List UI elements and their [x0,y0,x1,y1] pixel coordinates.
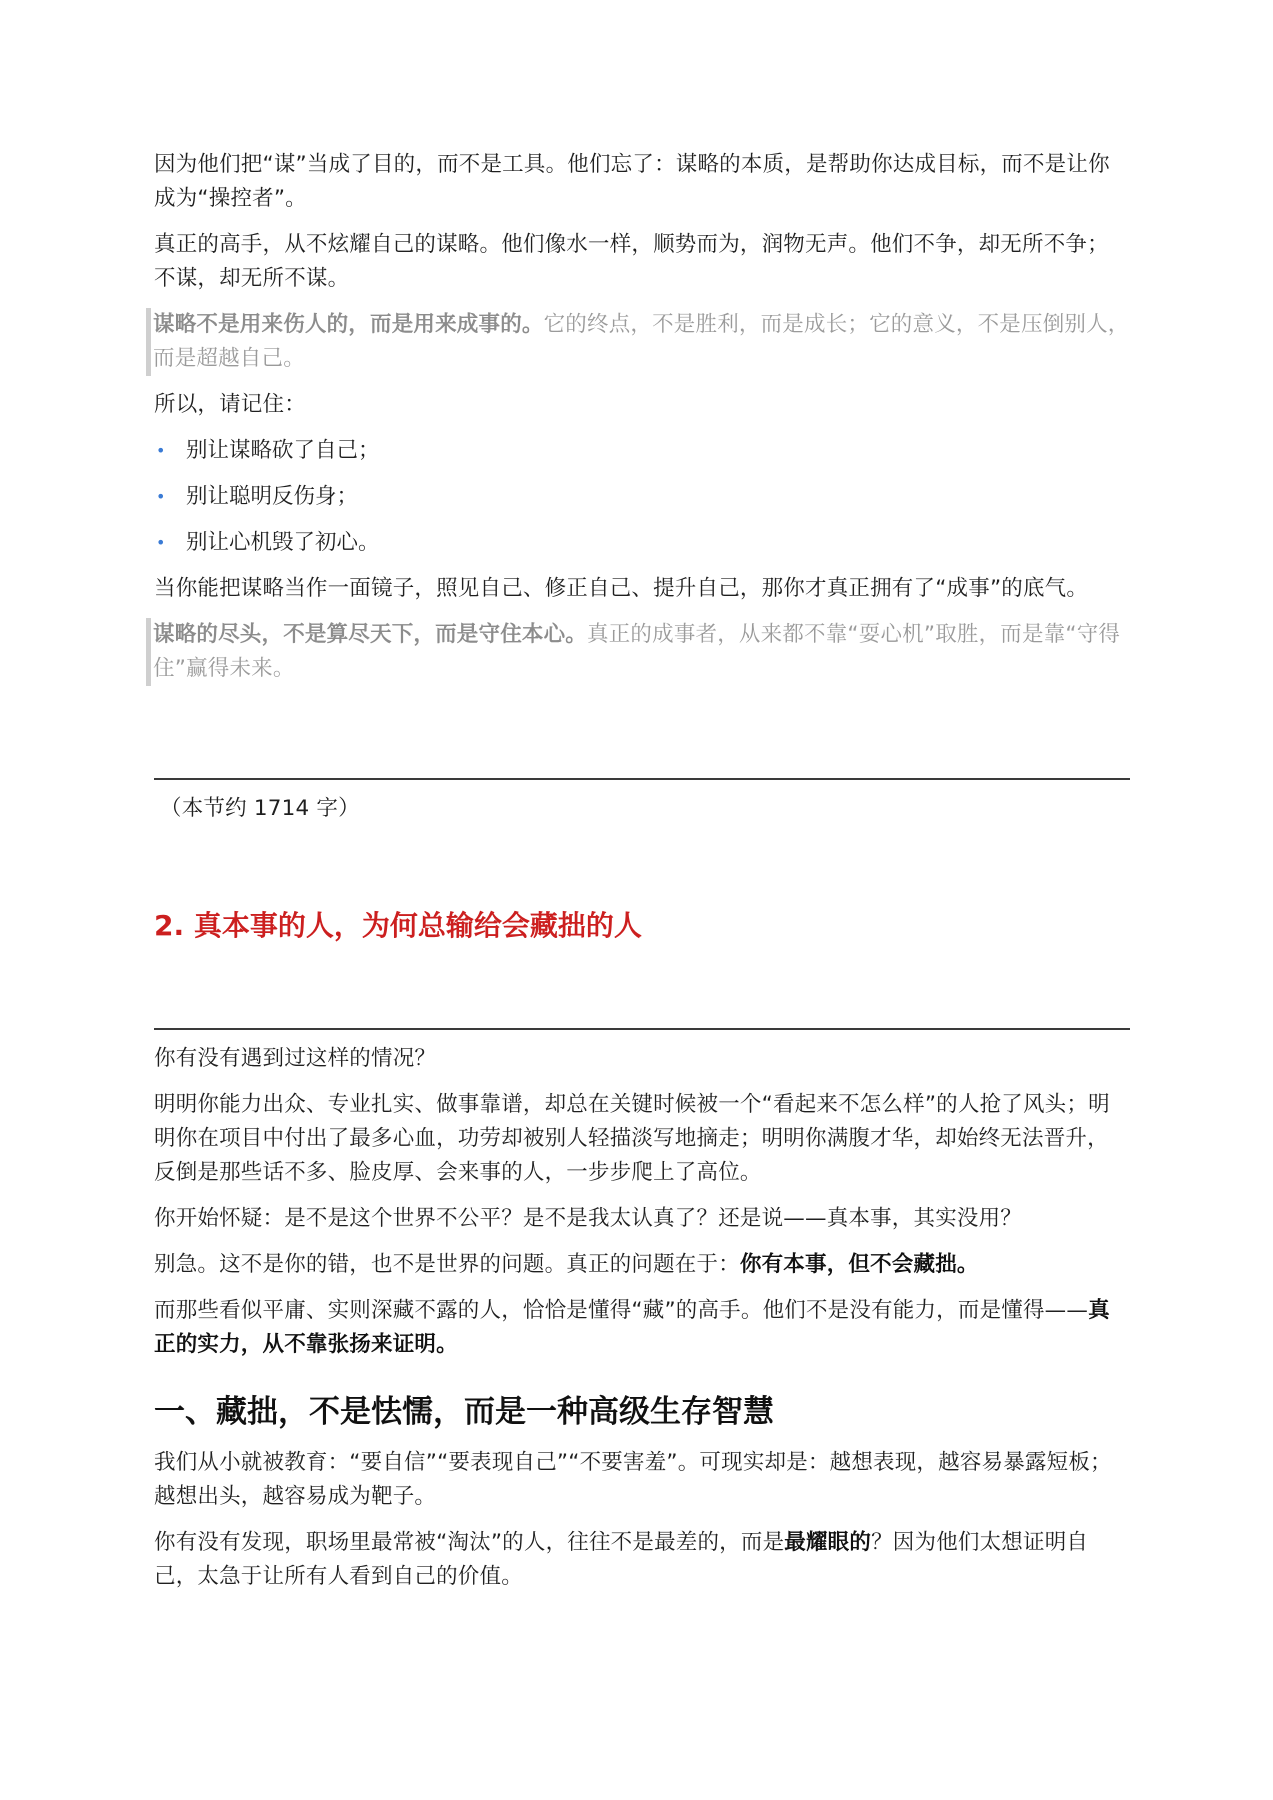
paragraph-text: 别急。这不是你的错，也不是世界的问题。真正的问题在于： [154,1252,740,1277]
list-item [154,434,1130,468]
paragraph: 因为他们把“谋”当成了目的，而不是工具。他们忘了：谋略的本质，是帮助你达成目标，而不是让你成为“操控者”。 [154,152,1110,211]
bullet-icon: • [156,441,166,460]
blockquote [146,308,1130,376]
paragraph: 当你能把谋略当作一面镜子，照见自己、修正自己、提升自己，那你才真正拥有了“成事”的底气。 [154,576,1089,601]
paragraph-text: 你有没有发现，职场里最常被“淘汰”的人，往往不是最差的，而是 [154,1530,785,1555]
list-item [154,480,1130,514]
paragraph-text: ？因为他们太想证明自己，太急于让所有人看到自己的价值。 [154,1530,1089,1589]
bullet-list [154,434,1130,560]
bold-text: 真正的实力，从不靠张扬来证明。 [154,1298,1110,1357]
blockquote [146,618,1130,686]
list-item-text: 别让谋略砍了自己； [186,438,380,463]
list-item [154,526,1130,560]
word-count: （本节约 1714 字） [160,796,360,821]
document-page [154,148,1130,1594]
bold-text: 最耀眼的 [784,1530,872,1555]
list-item-text: 别让聪明反伤身； [186,484,359,509]
list-item-text: 别让心机毁了初心。 [186,530,380,555]
bold-text: 你有本事，但不会藏拙。 [739,1252,979,1277]
paragraph: 真正的高手，从不炫耀自己的谋略。他们像水一样，顺势而为，润物无声。他们不争，却无所不争；不谋，却无所不谋。 [154,232,1109,291]
paragraph [154,1526,1130,1594]
paragraph [154,1248,1130,1282]
quote-bold-text: 谋略不是用来伤人的，而是用来成事的。 [153,312,544,337]
quote-text: 它的终点，不是胜利，而是成长；它的意义，不是压倒别人，而是超越自己。 [153,312,1130,371]
paragraph-text: 而那些看似平庸、实则深藏不露的人，恰恰是懂得“藏”的高手。他们不是没有能力，而是懂得—— [154,1298,1089,1323]
bullet-icon: • [156,487,166,506]
bullet-icon: • [156,533,166,552]
paragraph: 你开始怀疑：是不是这个世界不公平？是不是我太认真了？还是说——真本事，其实没用？ [154,1206,1023,1231]
quote-bold-text: 谋略的尽头，不是算尽天下，而是守住本心。 [153,622,588,647]
section-title: 2. 真本事的人，为何总输给会藏拙的人 [154,909,642,942]
paragraph: 明明你能力出众、专业扎实、做事靠谱，却总在关键时候被一个“看起来不怎么样”的人抢了风头；明明你在项目中付出了最多心血，功劳却被别人轻描淡写地摘走；明明你满腹才华，却始终无法晋升，反倒是那些话不多、脸皮厚、会来事的人，一步步爬上了高位。 [154,1092,1110,1185]
paragraph: 所以，请记住： [154,392,306,417]
paragraph: 你有没有遇到过这样的情况？ [154,1046,437,1071]
paragraph [154,1294,1130,1362]
quote-text: 真正的成事者，从来都不靠“耍心机”取胜，而是靠“守得住”赢得未来。 [153,622,1121,681]
paragraph: 我们从小就被教育：“要自信”“要表现自己”“不要害羞”。可现实却是：越想表现，越容易暴露短板；越想出头，越容易成为靶子。 [154,1450,1112,1509]
subsection-heading: 一、藏拙，不是怯懦，而是一种高级生存智慧 [154,1394,774,1430]
